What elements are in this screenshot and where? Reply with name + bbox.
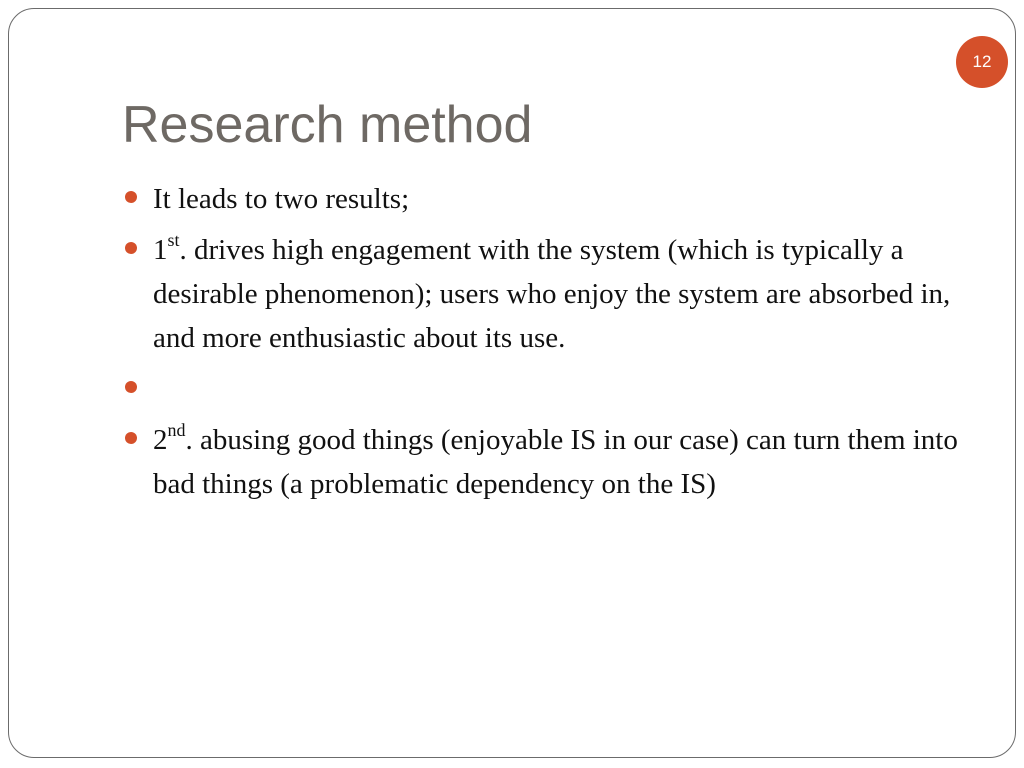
slide [8,8,1016,758]
bullet-body: . drives high engagement with the system (which is typically a desirable phenomenon); users who enjoy the system are absorbed in, and more enthusiastic about its use. [153,234,951,354]
bullet-item [122,418,972,506]
bullet-superscript: nd [167,420,186,441]
bullet-dot-icon [125,242,137,254]
slide-title: Research method [122,96,533,154]
bullet-prefix: 2 [153,424,168,456]
bullet-item [122,177,972,221]
bullet-list [122,177,972,513]
bullet-body: . abusing good things (enjoyable IS in our case) can turn them into bad things (a problematic dependency on the IS) [153,424,958,500]
bullet-text [153,228,972,360]
bullet-body: It leads to two results; [153,183,410,215]
bullet-superscript: st [167,230,180,251]
bullet-dot-icon [125,432,137,444]
bullet-item [122,367,972,411]
bullet-text [153,367,972,411]
page-number-badge: 12 [956,36,1008,88]
bullet-item [122,228,972,360]
bullet-prefix: 1 [153,234,168,266]
bullet-dot-icon [125,381,137,393]
bullet-text [153,177,972,221]
bullet-dot-icon [125,191,137,203]
bullet-text [153,418,972,506]
